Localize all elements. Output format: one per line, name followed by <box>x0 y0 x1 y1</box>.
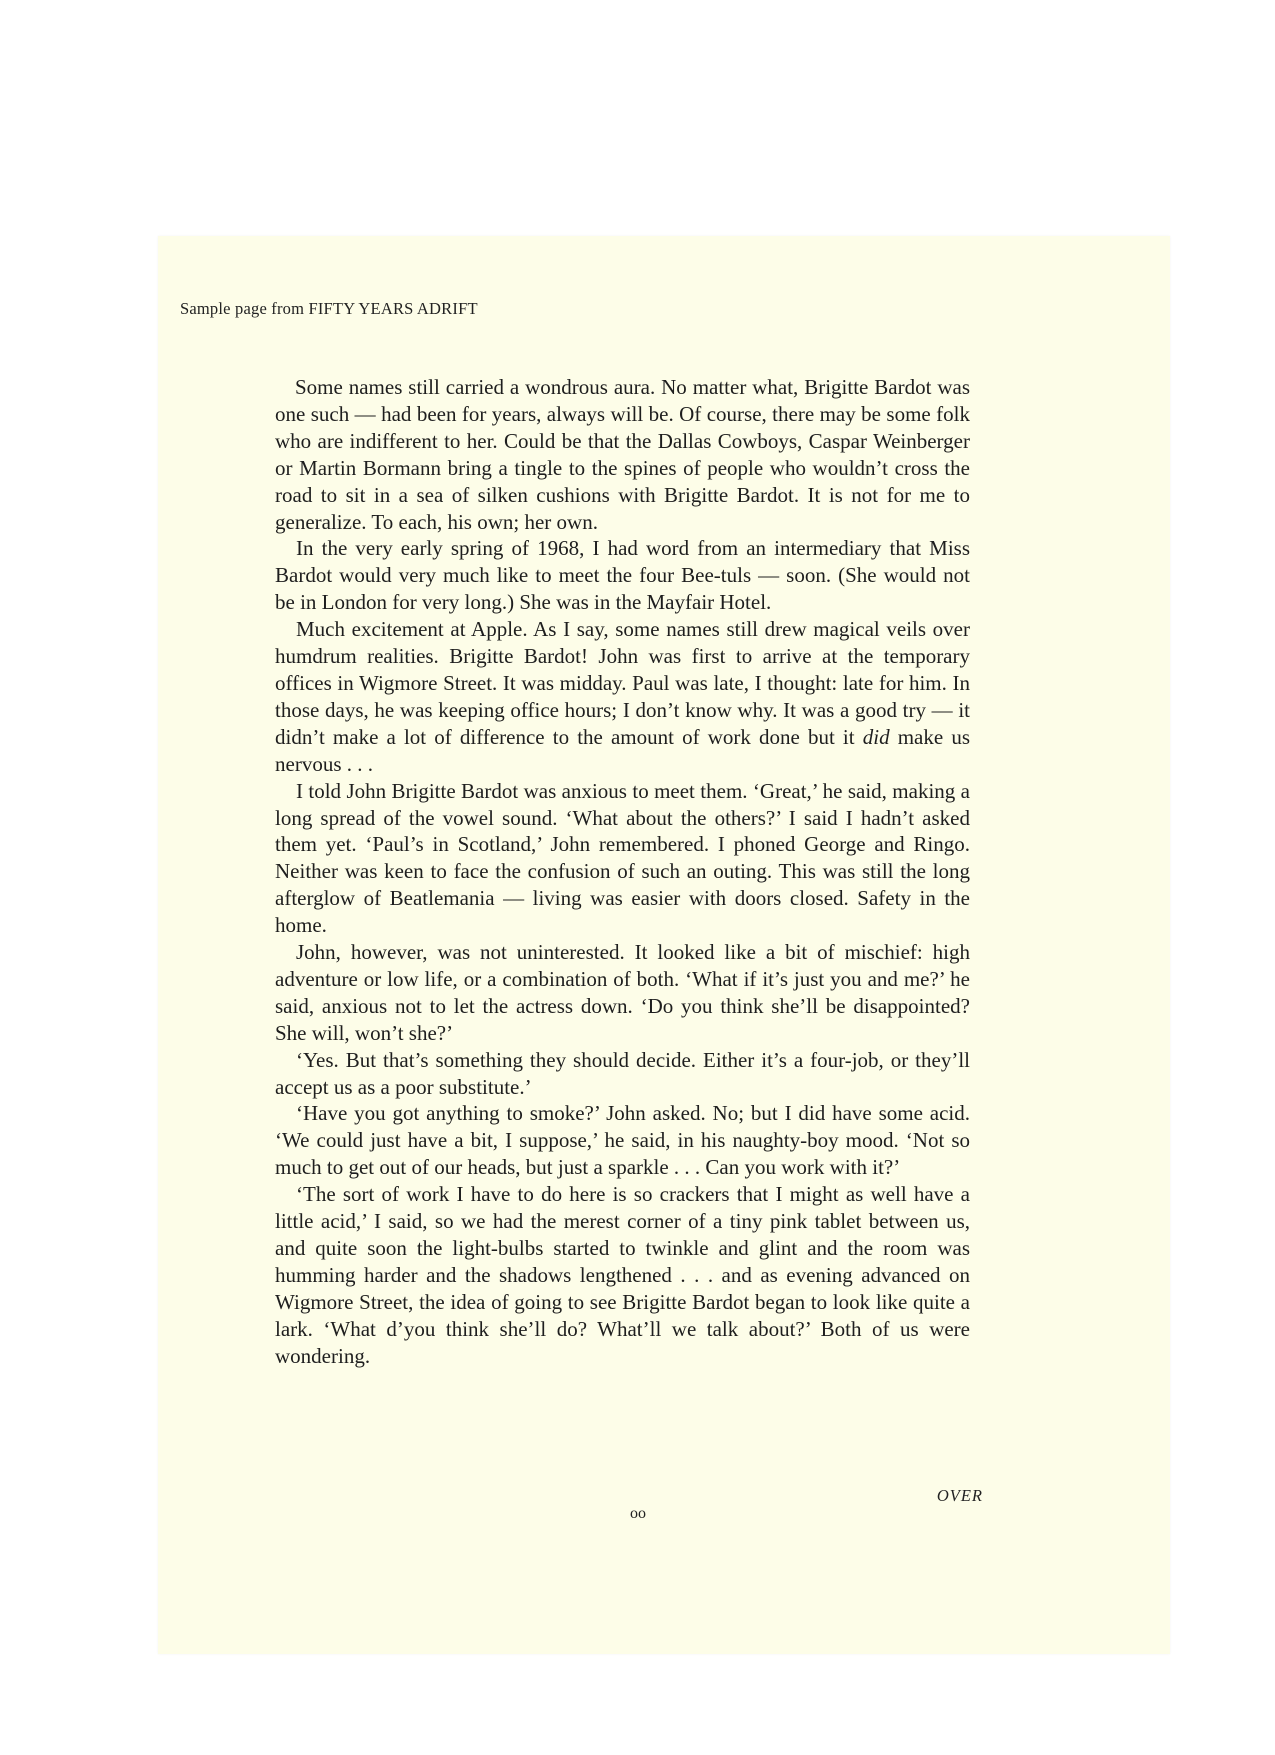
paragraph-4: I told John Brigitte Bardot was anxious to meet them. ‘Great,’ he said, making a long spread of the vowel sound. ‘What about the others?’ I said I hadn’t asked them yet. ‘Paul’s in Scotland,’ John remembered. I phoned George and Ringo. Neither was keen to face the confusion of such an outing. This was still the long afterglow of Beatlemania — living was easier with doors closed. Safety in the home. <box>275 778 970 938</box>
paragraph-2: In the very early spring of 1968, I had word from an intermediary that Miss Bardot would very much like to meet the four Bee-tuls — soon. (She would not be in London for very long.) She was in the Mayfair Hotel. <box>275 536 970 615</box>
paragraph-7: ‘Have you got anything to smoke?’ John asked. No; but I did have some acid. ‘We could just have a bit, I suppose,’ he said, in his naughty-boy mood. ‘Not so much to get out of our heads, but just a sparkle . . . Can you work with it?’ <box>275 1101 970 1180</box>
running-header: Sample page from FIFTY YEARS ADRIFT <box>180 299 478 318</box>
paragraph-8: ‘The sort of work I have to do here is so crackers that I might as well have a little acid,’ I said, so we had the merest corner of a tiny pink tablet between us, and quite soon the light-bulbs started to twinkle and glint and the room was humming harder and the shadows lengthened . . . and as evening advanced on Wigmore Street, the idea of going to see Brigitte Bardot began to look like quite a lark. ‘What d’you think she’ll do? What’ll we talk about?’ Both of us were wondering. <box>275 1182 970 1368</box>
page-number: oo <box>630 1505 646 1522</box>
paragraph-6: ‘Yes. But that’s something they should decide. Either it’s a four-job, or they’ll accept us as a poor substitute.’ <box>275 1047 970 1099</box>
paragraph-3-text-after: make us nervous . . . <box>275 724 970 776</box>
body-text <box>275 374 970 1370</box>
paragraph-1: Some names still carried a wondrous aura. No matter what, Brigitte Bardot was one such — had been for years, always will be. Of course, there may be some folk who are indifferent to her. Could be that the Dallas Cowboys, Caspar Weinberger or Martin Bormann bring a tingle to the spines of people who wouldn’t cross the road to sit in a sea of silken cushions with Brigitte Bardot. It is not for me to generalize. To each, his own; her own. <box>275 375 970 534</box>
continuation-marker: OVER <box>936 1486 983 1505</box>
paragraph-3-text-before: Much excitement at Apple. As I say, some names still drew magical veils over humdrum realities. Brigitte Bardot! John was first to arrive at the temporary offices in Wigmore Street. It was midday. Paul was late, I thought: late for him. In those days, he was keeping office hours; I don’t know why. It was a good try — it didn’t make a lot of difference to the amount of work done but it <box>275 617 970 749</box>
paragraph-5: John, however, was not uninterested. It looked like a bit of mischief: high adventure or low life, or a combination of both. ‘What if it’s just you and me?’ he said, anxious not to let the actress down. ‘Do you think she’ll be disappointed? She will, won’t she?’ <box>275 940 970 1045</box>
paragraph-3 <box>275 616 970 777</box>
paragraph-3-emphasis: did <box>862 724 890 749</box>
